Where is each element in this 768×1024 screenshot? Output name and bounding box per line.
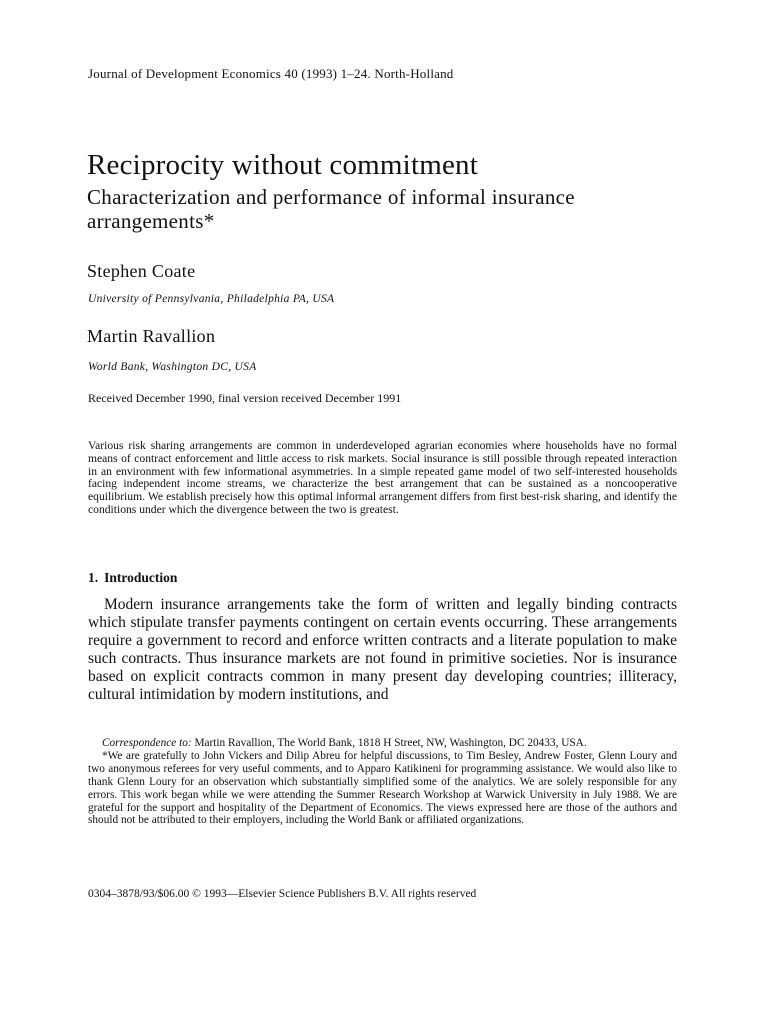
- section-number: 1.: [88, 570, 99, 585]
- author-name: Martin Ravallion: [87, 326, 216, 346]
- footnotes: [88, 737, 677, 827]
- author-name: Stephen Coate: [87, 261, 196, 281]
- author-affiliation: University of Pennsylvania, Philadelphia PA, USA: [88, 293, 335, 305]
- received-dates: Received December 1990, final version received December 1991: [88, 391, 402, 405]
- abstract: Various risk sharing arrangements are common in underdeveloped agrarian economies where households have no formal means of contract enforcement and little access to risk markets. Social insurance is still possible through repeated interaction in an environment with few informational asymmetries. In a simple repeated game model of two self-interested households facing independent income streams, we characterize the best arrangement that can be sustained as a noncooperative equilibrium. We establish precisely how this optimal informal arrangement differs from first best-risk sharing, and identify the conditions under which the divergence between the two is greatest.: [88, 439, 677, 516]
- article-title: Reciprocity without commitment: [87, 149, 478, 181]
- correspondence-note: [88, 737, 677, 750]
- author-affiliation: World Bank, Washington DC, USA: [88, 361, 257, 373]
- article-subtitle: Characterization and performance of informal insurance arrangements*: [87, 185, 575, 233]
- correspondence-label: Correspondence to:: [102, 737, 192, 749]
- acknowledgement-note: *We are gratefully to John Vickers and Dilip Abreu for helpful discussions, to Tim Besley, Andrew Foster, Glenn Loury and two anonymous referees for very useful comments, and to Apparo Katikineni for programming assistance. We would also like to thank Glenn Loury for an observation which substantially simplified some of the analytics. We are solely responsible for any errors. This work began while we were attending the Summer Research Workshop at Warwick University in July 1988. We are grateful for the support and hospitality of the Department of Economics. The views expressed here are those of the authors and should not be attributed to their employers, including the World Bank or affiliated organizations.: [88, 749, 677, 827]
- copyright-line: 0304–3878/93/$06.00 © 1993—Elsevier Science Publishers B.V. All rights reserved: [88, 888, 477, 900]
- section-title: Introduction: [104, 570, 178, 585]
- section-heading: [88, 570, 177, 586]
- correspondence-text: Martin Ravallion, The World Bank, 1818 H Street, NW, Washington, DC 20433, USA.: [191, 737, 587, 749]
- journal-citation: Journal of Development Economics 40 (1993) 1–24. North-Holland: [88, 66, 454, 81]
- introduction-paragraph: Modern insurance arrangements take the form of written and legally binding contracts which stipulate transfer payments contingent on certain events occurring. These arrangements require a government to record and enforce written contracts and a literate population to make such contracts. Thus insurance markets are not found in primitive societies. Nor is insurance based on explicit contracts common in many present day developing countries; illiteracy, cultural intimidation by modern institutions, and: [88, 596, 677, 703]
